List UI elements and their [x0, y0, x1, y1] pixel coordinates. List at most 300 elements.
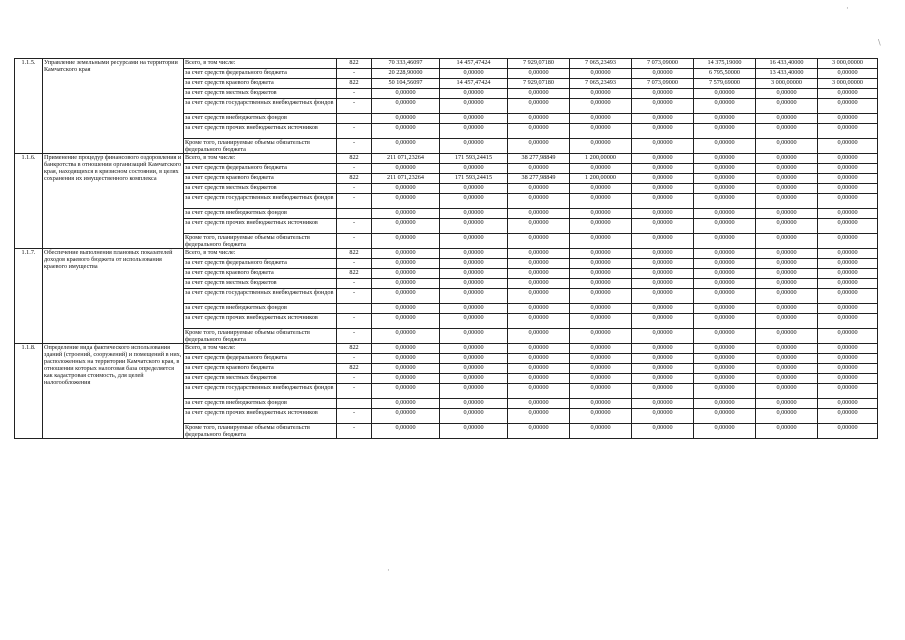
budget-code: [337, 399, 372, 409]
amount-cell: 0,00000: [632, 384, 694, 399]
amount-cell: 0,00000: [818, 154, 878, 164]
funding-source: за счет средств местных бюджетов: [184, 279, 337, 289]
amount-cell: 0,00000: [372, 314, 440, 329]
amount-cell: 0,00000: [818, 89, 878, 99]
amount-cell: 1 200,00000: [570, 174, 632, 184]
amount-cell: 0,00000: [440, 329, 508, 344]
amount-cell: 0,00000: [818, 384, 878, 399]
funding-source: за счет средств внебюджетных фондов: [184, 304, 337, 314]
amount-cell: 0,00000: [818, 259, 878, 269]
amount-cell: 0,00000: [508, 374, 570, 384]
amount-cell: 0,00000: [570, 354, 632, 364]
amount-cell: 3 000,00000: [756, 79, 818, 89]
amount-cell: 0,00000: [570, 124, 632, 139]
amount-cell: 0,00000: [440, 354, 508, 364]
budget-code: [337, 304, 372, 314]
amount-cell: 0,00000: [440, 424, 508, 439]
amount-cell: 0,00000: [694, 139, 756, 154]
amount-cell: 0,00000: [372, 269, 440, 279]
amount-cell: 0,00000: [694, 424, 756, 439]
amount-cell: 0,00000: [372, 354, 440, 364]
amount-cell: 0,00000: [632, 354, 694, 364]
scan-mark-right: \: [878, 38, 881, 47]
amount-cell: 0,00000: [632, 184, 694, 194]
amount-cell: 0,00000: [508, 314, 570, 329]
amount-cell: 0,00000: [694, 219, 756, 234]
amount-cell: 0,00000: [372, 344, 440, 354]
amount-cell: 0,00000: [818, 194, 878, 209]
amount-cell: 0,00000: [570, 99, 632, 114]
amount-cell: 0,00000: [508, 194, 570, 209]
scan-mark-bottom: ·: [387, 566, 390, 576]
amount-cell: 0,00000: [756, 154, 818, 164]
amount-cell: 0,00000: [756, 114, 818, 124]
amount-cell: 50 104,56097: [372, 79, 440, 89]
program-number: 1.1.8.: [15, 344, 43, 439]
budget-code: -: [337, 354, 372, 364]
amount-cell: 0,00000: [372, 424, 440, 439]
amount-cell: 0,00000: [508, 249, 570, 259]
amount-cell: 0,00000: [508, 269, 570, 279]
amount-cell: 0,00000: [694, 124, 756, 139]
budget-code: -: [337, 99, 372, 114]
amount-cell: 0,00000: [818, 279, 878, 289]
amount-cell: 0,00000: [694, 364, 756, 374]
amount-cell: 0,00000: [818, 304, 878, 314]
funding-source: за счет средств государственных внебюджетных фондов: [184, 289, 337, 304]
amount-cell: 0,00000: [440, 139, 508, 154]
amount-cell: 0,00000: [694, 354, 756, 364]
amount-cell: 0,00000: [632, 364, 694, 374]
amount-cell: 0,00000: [632, 99, 694, 114]
amount-cell: 0,00000: [694, 234, 756, 249]
amount-cell: 0,00000: [440, 409, 508, 424]
amount-cell: 0,00000: [440, 249, 508, 259]
amount-cell: 0,00000: [570, 314, 632, 329]
amount-cell: 0,00000: [570, 184, 632, 194]
amount-cell: 0,00000: [440, 69, 508, 79]
amount-cell: 0,00000: [632, 289, 694, 304]
program-name: Обеспечение выполнения плановых показателей доходов краевого бюджета от использования краевого имущества: [43, 249, 184, 344]
amount-cell: 0,00000: [570, 279, 632, 289]
amount-cell: 0,00000: [570, 374, 632, 384]
amount-cell: 0,00000: [756, 139, 818, 154]
amount-cell: 0,00000: [632, 409, 694, 424]
budget-code: -: [337, 69, 372, 79]
amount-cell: 0,00000: [440, 289, 508, 304]
funding-source: Всего, в том числе:: [184, 59, 337, 69]
amount-cell: 0,00000: [508, 384, 570, 399]
budget-code: -: [337, 89, 372, 99]
amount-cell: 0,00000: [632, 399, 694, 409]
amount-cell: 0,00000: [508, 259, 570, 269]
budget-code: [337, 209, 372, 219]
amount-cell: 0,00000: [694, 194, 756, 209]
amount-cell: 0,00000: [756, 184, 818, 194]
amount-cell: 7 929,07180: [508, 59, 570, 69]
amount-cell: 1 200,00000: [570, 154, 632, 164]
amount-cell: 0,00000: [632, 154, 694, 164]
amount-cell: 0,00000: [632, 69, 694, 79]
amount-cell: 0,00000: [694, 304, 756, 314]
budget-code: -: [337, 124, 372, 139]
amount-cell: 0,00000: [440, 364, 508, 374]
amount-cell: 0,00000: [570, 219, 632, 234]
amount-cell: 0,00000: [440, 194, 508, 209]
funding-source: Кроме того, планируемые объемы обязательств федерального бюджета: [184, 234, 337, 249]
amount-cell: 0,00000: [372, 164, 440, 174]
amount-cell: 0,00000: [694, 374, 756, 384]
amount-cell: 70 333,46097: [372, 59, 440, 69]
amount-cell: 0,00000: [694, 164, 756, 174]
amount-cell: 0,00000: [440, 279, 508, 289]
amount-cell: 0,00000: [632, 114, 694, 124]
amount-cell: 0,00000: [440, 269, 508, 279]
budget-code: 822: [337, 79, 372, 89]
amount-cell: 0,00000: [440, 164, 508, 174]
amount-cell: 0,00000: [508, 219, 570, 234]
amount-cell: 0,00000: [570, 139, 632, 154]
amount-cell: 211 071,23264: [372, 174, 440, 184]
amount-cell: 0,00000: [756, 384, 818, 399]
amount-cell: 0,00000: [694, 99, 756, 114]
amount-cell: 0,00000: [570, 344, 632, 354]
budget-code: -: [337, 374, 372, 384]
amount-cell: 0,00000: [508, 279, 570, 289]
budget-code: -: [337, 194, 372, 209]
amount-cell: 0,00000: [632, 304, 694, 314]
amount-cell: 0,00000: [818, 399, 878, 409]
amount-cell: 7 073,09000: [632, 59, 694, 69]
funding-source: за счет средств краевого бюджета: [184, 174, 337, 184]
funding-source: за счет средств местных бюджетов: [184, 374, 337, 384]
amount-cell: 0,00000: [570, 164, 632, 174]
funding-source: Кроме того, планируемые объемы обязательств федерального бюджета: [184, 329, 337, 344]
amount-cell: 0,00000: [372, 99, 440, 114]
amount-cell: 0,00000: [372, 219, 440, 234]
amount-cell: 16 433,40000: [756, 59, 818, 69]
amount-cell: 0,00000: [818, 139, 878, 154]
budget-code: -: [337, 384, 372, 399]
amount-cell: 0,00000: [756, 354, 818, 364]
amount-cell: 0,00000: [756, 219, 818, 234]
amount-cell: 0,00000: [508, 89, 570, 99]
amount-cell: 7 065,23493: [570, 59, 632, 69]
funding-source: за счет средств краевого бюджета: [184, 364, 337, 374]
funding-source: Всего, в том числе:: [184, 154, 337, 164]
amount-cell: 0,00000: [756, 194, 818, 209]
amount-cell: 0,00000: [756, 364, 818, 374]
amount-cell: 0,00000: [632, 259, 694, 269]
amount-cell: 0,00000: [508, 354, 570, 364]
amount-cell: 0,00000: [508, 399, 570, 409]
amount-cell: 0,00000: [570, 209, 632, 219]
amount-cell: 0,00000: [372, 364, 440, 374]
amount-cell: 0,00000: [440, 209, 508, 219]
amount-cell: 0,00000: [694, 344, 756, 354]
table-row: [15, 59, 878, 69]
amount-cell: 0,00000: [372, 184, 440, 194]
amount-cell: 0,00000: [508, 124, 570, 139]
funding-source: за счет средств краевого бюджета: [184, 79, 337, 89]
amount-cell: 0,00000: [818, 69, 878, 79]
amount-cell: 0,00000: [372, 289, 440, 304]
budget-code: 822: [337, 154, 372, 164]
budget-code: -: [337, 424, 372, 439]
budget-code: 822: [337, 174, 372, 184]
amount-cell: 0,00000: [440, 384, 508, 399]
amount-cell: 0,00000: [508, 69, 570, 79]
amount-cell: 0,00000: [372, 259, 440, 269]
amount-cell: 0,00000: [632, 164, 694, 174]
amount-cell: 0,00000: [570, 409, 632, 424]
amount-cell: 0,00000: [694, 314, 756, 329]
amount-cell: 0,00000: [372, 89, 440, 99]
amount-cell: 0,00000: [570, 69, 632, 79]
amount-cell: 0,00000: [508, 209, 570, 219]
amount-cell: 0,00000: [694, 184, 756, 194]
amount-cell: 0,00000: [756, 279, 818, 289]
funding-source: за счет средств прочих внебюджетных источников: [184, 314, 337, 329]
amount-cell: 0,00000: [372, 279, 440, 289]
amount-cell: 0,00000: [818, 409, 878, 424]
amount-cell: 0,00000: [570, 114, 632, 124]
amount-cell: 0,00000: [440, 374, 508, 384]
amount-cell: 0,00000: [756, 289, 818, 304]
amount-cell: 0,00000: [632, 174, 694, 184]
amount-cell: 0,00000: [694, 154, 756, 164]
amount-cell: 38 277,98849: [508, 174, 570, 184]
amount-cell: 0,00000: [440, 219, 508, 234]
amount-cell: 0,00000: [818, 314, 878, 329]
budget-code: -: [337, 289, 372, 304]
amount-cell: 0,00000: [818, 164, 878, 174]
amount-cell: 0,00000: [818, 354, 878, 364]
budget-code: [337, 114, 372, 124]
budget-code: -: [337, 259, 372, 269]
amount-cell: 0,00000: [694, 209, 756, 219]
program-name: Применение процедур финансового оздоровления и банкротства в отношении организаций Камчатского края, находящихся в кризисном состоянии, в целях сохранения их имущественного комплекса: [43, 154, 184, 249]
amount-cell: 0,00000: [372, 329, 440, 344]
amount-cell: 0,00000: [756, 269, 818, 279]
amount-cell: 0,00000: [632, 344, 694, 354]
program-name: Управление земельными ресурсами на территории Камчатского края: [43, 59, 184, 154]
budget-code: 822: [337, 249, 372, 259]
amount-cell: 0,00000: [632, 234, 694, 249]
amount-cell: 0,00000: [372, 209, 440, 219]
budget-table-body: [15, 59, 878, 439]
amount-cell: 0,00000: [508, 329, 570, 344]
amount-cell: 0,00000: [818, 209, 878, 219]
amount-cell: 13 433,40000: [756, 69, 818, 79]
amount-cell: 0,00000: [756, 399, 818, 409]
amount-cell: 0,00000: [756, 344, 818, 354]
amount-cell: 0,00000: [632, 314, 694, 329]
amount-cell: 3 000,00000: [818, 59, 878, 69]
amount-cell: 0,00000: [756, 174, 818, 184]
amount-cell: 0,00000: [818, 124, 878, 139]
amount-cell: 6 795,50000: [694, 69, 756, 79]
amount-cell: 0,00000: [372, 374, 440, 384]
amount-cell: 0,00000: [440, 114, 508, 124]
amount-cell: 7 065,23493: [570, 79, 632, 89]
amount-cell: 0,00000: [372, 234, 440, 249]
amount-cell: 20 228,90000: [372, 69, 440, 79]
table-row: [15, 249, 878, 259]
amount-cell: 0,00000: [818, 374, 878, 384]
amount-cell: 0,00000: [440, 99, 508, 114]
amount-cell: 14 375,19000: [694, 59, 756, 69]
amount-cell: 0,00000: [756, 304, 818, 314]
amount-cell: 0,00000: [372, 409, 440, 424]
funding-source: за счет средств прочих внебюджетных источников: [184, 124, 337, 139]
funding-source: Кроме того, планируемые объемы обязательств федерального бюджета: [184, 424, 337, 439]
amount-cell: 0,00000: [372, 384, 440, 399]
amount-cell: 0,00000: [756, 424, 818, 439]
amount-cell: 211 071,23264: [372, 154, 440, 164]
funding-source: за счет средств федерального бюджета: [184, 69, 337, 79]
amount-cell: 0,00000: [632, 269, 694, 279]
amount-cell: 0,00000: [508, 289, 570, 304]
amount-cell: 0,00000: [372, 249, 440, 259]
funding-source: за счет средств внебюджетных фондов: [184, 209, 337, 219]
amount-cell: 0,00000: [818, 184, 878, 194]
amount-cell: 0,00000: [440, 304, 508, 314]
funding-source: за счет средств государственных внебюджетных фондов: [184, 384, 337, 399]
funding-source: Всего, в том числе:: [184, 344, 337, 354]
amount-cell: 0,00000: [694, 289, 756, 304]
amount-cell: 0,00000: [632, 219, 694, 234]
amount-cell: 38 277,98849: [508, 154, 570, 164]
amount-cell: 0,00000: [818, 364, 878, 374]
amount-cell: 0,00000: [508, 344, 570, 354]
amount-cell: 171 593,24415: [440, 174, 508, 184]
funding-source: за счет средств местных бюджетов: [184, 89, 337, 99]
amount-cell: 0,00000: [570, 194, 632, 209]
amount-cell: 0,00000: [570, 234, 632, 249]
amount-cell: 0,00000: [440, 124, 508, 139]
amount-cell: 0,00000: [694, 269, 756, 279]
amount-cell: 0,00000: [756, 249, 818, 259]
amount-cell: 0,00000: [694, 114, 756, 124]
budget-code: -: [337, 139, 372, 154]
budget-code: -: [337, 329, 372, 344]
amount-cell: 0,00000: [632, 124, 694, 139]
amount-cell: 0,00000: [508, 304, 570, 314]
funding-source: за счет средств прочих внебюджетных источников: [184, 219, 337, 234]
amount-cell: 0,00000: [756, 89, 818, 99]
amount-cell: 0,00000: [632, 249, 694, 259]
amount-cell: 0,00000: [818, 174, 878, 184]
funding-source: за счет средств прочих внебюджетных источников: [184, 409, 337, 424]
amount-cell: 14 457,47424: [440, 59, 508, 69]
program-number: 1.1.5.: [15, 59, 43, 154]
amount-cell: 0,00000: [508, 409, 570, 424]
amount-cell: 0,00000: [632, 194, 694, 209]
amount-cell: 0,00000: [818, 114, 878, 124]
amount-cell: 0,00000: [570, 289, 632, 304]
amount-cell: 0,00000: [632, 89, 694, 99]
amount-cell: 7 073,09000: [632, 79, 694, 89]
amount-cell: 0,00000: [818, 289, 878, 304]
amount-cell: 0,00000: [632, 329, 694, 344]
amount-cell: 7 579,69000: [694, 79, 756, 89]
funding-source: Всего, в том числе:: [184, 249, 337, 259]
amount-cell: 0,00000: [818, 234, 878, 249]
amount-cell: 0,00000: [570, 329, 632, 344]
amount-cell: 0,00000: [508, 364, 570, 374]
amount-cell: 0,00000: [756, 259, 818, 269]
funding-source: за счет средств внебюджетных фондов: [184, 399, 337, 409]
funding-source: Кроме того, планируемые объемы обязательств федерального бюджета: [184, 139, 337, 154]
funding-source: за счет средств государственных внебюджетных фондов: [184, 99, 337, 114]
amount-cell: 0,00000: [570, 259, 632, 269]
amount-cell: 0,00000: [818, 344, 878, 354]
table-row: [15, 344, 878, 354]
amount-cell: 0,00000: [440, 184, 508, 194]
amount-cell: 0,00000: [694, 329, 756, 344]
budget-code: -: [337, 219, 372, 234]
budget-code: -: [337, 409, 372, 424]
program-number: 1.1.6.: [15, 154, 43, 249]
amount-cell: 0,00000: [694, 174, 756, 184]
amount-cell: 0,00000: [570, 384, 632, 399]
funding-source: за счет средств внебюджетных фондов: [184, 114, 337, 124]
budget-code: 822: [337, 344, 372, 354]
amount-cell: 0,00000: [570, 364, 632, 374]
amount-cell: 0,00000: [756, 234, 818, 249]
amount-cell: 0,00000: [818, 329, 878, 344]
amount-cell: 0,00000: [372, 139, 440, 154]
amount-cell: 0,00000: [818, 99, 878, 114]
amount-cell: 0,00000: [756, 124, 818, 139]
amount-cell: 0,00000: [508, 99, 570, 114]
program-name: Определение вида фактического использования зданий (строений, сооружений) и помещений в них, расположенных на территории Камчатского края, в отношении которых налоговая база определяется как кадастровая стоимость, для целей налогообложения: [43, 344, 184, 439]
budget-code: 822: [337, 59, 372, 69]
amount-cell: 0,00000: [818, 269, 878, 279]
funding-source: за счет средств местных бюджетов: [184, 184, 337, 194]
amount-cell: 0,00000: [440, 399, 508, 409]
amount-cell: 0,00000: [372, 114, 440, 124]
budget-code: 822: [337, 364, 372, 374]
budget-code: -: [337, 164, 372, 174]
amount-cell: 0,00000: [694, 399, 756, 409]
amount-cell: 0,00000: [756, 99, 818, 114]
amount-cell: 0,00000: [372, 304, 440, 314]
funding-source: за счет средств федерального бюджета: [184, 354, 337, 364]
amount-cell: 0,00000: [440, 314, 508, 329]
budget-code: -: [337, 234, 372, 249]
amount-cell: 0,00000: [756, 209, 818, 219]
budget-code: -: [337, 314, 372, 329]
budget-table: [14, 58, 878, 439]
amount-cell: 0,00000: [508, 234, 570, 249]
amount-cell: 3 000,00000: [818, 79, 878, 89]
amount-cell: 0,00000: [632, 374, 694, 384]
amount-cell: 171 593,24415: [440, 154, 508, 164]
amount-cell: 7 929,07180: [508, 79, 570, 89]
amount-cell: 0,00000: [694, 259, 756, 269]
amount-cell: 0,00000: [694, 409, 756, 424]
amount-cell: 0,00000: [508, 139, 570, 154]
amount-cell: 0,00000: [508, 184, 570, 194]
amount-cell: 0,00000: [632, 209, 694, 219]
program-number: 1.1.7.: [15, 249, 43, 344]
budget-code: -: [337, 184, 372, 194]
amount-cell: 0,00000: [632, 424, 694, 439]
amount-cell: 0,00000: [440, 89, 508, 99]
amount-cell: 0,00000: [440, 344, 508, 354]
